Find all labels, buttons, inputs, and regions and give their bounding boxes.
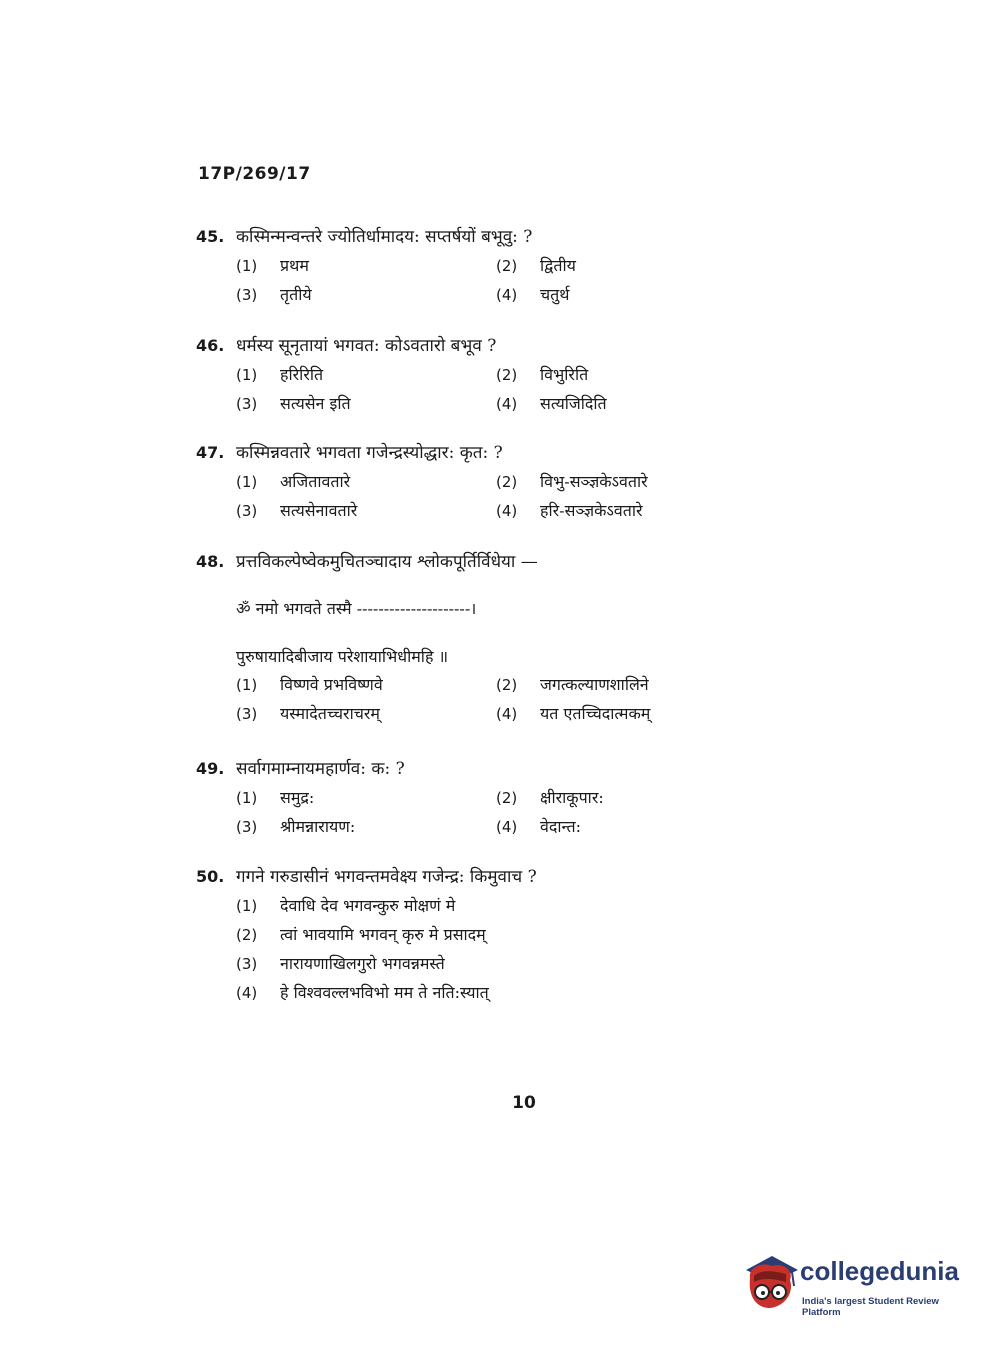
option-number: (1) xyxy=(236,789,258,807)
option-number: (1) xyxy=(236,897,258,915)
question-text: कस्मिन्मन्वन्तरे ज्योतिर्धामादय: सप्तर्षयों बभूवु: ? xyxy=(236,227,533,247)
option-3 xyxy=(236,283,496,305)
question-text: प्रत्तविकल्पेष्वेकमुचितञ्चादाय श्लोकपूर्तिर्विधेया — xyxy=(236,552,538,572)
option-4 xyxy=(496,815,756,837)
option-1 xyxy=(236,470,496,492)
question-number: 48. xyxy=(196,552,225,571)
question-46 xyxy=(196,333,756,421)
option-number: (4) xyxy=(496,286,518,304)
option-text: प्रथम xyxy=(280,256,309,275)
option-number: (3) xyxy=(236,286,258,304)
option-text: सत्यसेन इति xyxy=(280,394,351,413)
option-number: (2) xyxy=(236,926,258,944)
page-number: 10 xyxy=(512,1093,536,1113)
option-2 xyxy=(496,254,756,276)
option-text: सत्यजिदिति xyxy=(540,394,607,413)
option-text: हे विश्ववल्लभविभो मम ते नति:स्यात् xyxy=(280,983,489,1002)
question-text: गगने गरुडासीनं भगवन्तमवेक्ष्य गजेन्द्र: किमुवाच ? xyxy=(236,867,537,887)
option-text: जगत्कल्याणशालिने xyxy=(540,675,649,694)
option-2 xyxy=(496,470,756,492)
brand-tagline: India's largest Student Review Platform xyxy=(802,1296,939,1318)
option-4 xyxy=(496,702,756,724)
question-number: 49. xyxy=(196,759,225,778)
option-text: क्षीराकूपार: xyxy=(540,788,604,807)
option-text: समुद्र: xyxy=(280,788,315,807)
option-3 xyxy=(236,952,756,981)
option-number: (3) xyxy=(236,395,258,413)
option-number: (4) xyxy=(496,395,518,413)
option-2 xyxy=(496,363,756,385)
question-49 xyxy=(196,756,756,844)
option-text: त्वां भावयामि भगवन् कृरु मे प्रसादम् xyxy=(280,925,486,944)
option-2 xyxy=(496,786,756,808)
question-number: 46. xyxy=(196,336,225,355)
question-text: कस्मिन्नवतारे भगवता गजेन्द्रस्योद्धार: कृत: ? xyxy=(236,443,503,463)
option-number: (4) xyxy=(496,705,518,723)
option-3 xyxy=(236,702,496,724)
option-3 xyxy=(236,499,496,521)
option-text: यस्मादेतच्चराचरम् xyxy=(280,704,380,723)
option-number: (2) xyxy=(496,473,518,491)
option-text: द्वितीय xyxy=(540,256,576,275)
option-number: (2) xyxy=(496,257,518,275)
option-text: विष्णवे प्रभविष्णवे xyxy=(280,675,383,694)
option-3 xyxy=(236,392,496,414)
option-text: हरि-सञ्ज्ञकेऽवतारे xyxy=(540,501,643,520)
question-50 xyxy=(196,864,756,1010)
option-1 xyxy=(236,673,496,695)
question-number: 47. xyxy=(196,443,225,462)
option-text: अजितावतारे xyxy=(280,472,351,491)
option-number: (1) xyxy=(236,676,258,694)
option-1 xyxy=(236,363,496,385)
option-number: (1) xyxy=(236,257,258,275)
option-text: हरिरिति xyxy=(280,365,324,384)
option-1 xyxy=(236,894,756,923)
option-number: (3) xyxy=(236,502,258,520)
option-number: (4) xyxy=(496,818,518,836)
option-text: वेदान्त: xyxy=(540,817,581,836)
paper-code: 17P/269/17 xyxy=(198,164,311,184)
question-text: सर्वागमाम्नायमहार्णव: क: ? xyxy=(236,759,405,779)
option-text: सत्यसेनावतारे xyxy=(280,501,358,520)
option-1 xyxy=(236,254,496,276)
option-text: तृतीये xyxy=(280,285,312,304)
option-text: देवाधि देव भगवन्कुरु मोक्षणं मे xyxy=(280,896,456,915)
option-3 xyxy=(236,815,496,837)
option-number: (3) xyxy=(236,818,258,836)
option-number: (2) xyxy=(496,676,518,694)
collegedunia-watermark xyxy=(742,1252,972,1318)
option-4 xyxy=(496,283,756,305)
question-47 xyxy=(196,440,756,528)
option-2 xyxy=(496,673,756,695)
option-number: (2) xyxy=(496,366,518,384)
option-number: (1) xyxy=(236,366,258,384)
mascot-icon xyxy=(742,1252,798,1314)
question-number: 45. xyxy=(196,227,225,246)
question-45 xyxy=(196,224,756,312)
option-number: (4) xyxy=(496,502,518,520)
option-number: (2) xyxy=(496,789,518,807)
option-text: यत एतच्चिदात्मकम् xyxy=(540,704,651,723)
verse-line-2: पुरुषायादिबीजाय परेशायाभिधीमहि ॥ xyxy=(236,647,449,666)
option-2 xyxy=(236,923,756,952)
option-text: श्रीमन्नारायण: xyxy=(280,817,356,836)
option-number: (3) xyxy=(236,705,258,723)
option-4 xyxy=(496,392,756,414)
option-number: (3) xyxy=(236,955,258,973)
option-1 xyxy=(236,786,496,808)
option-number: (1) xyxy=(236,473,258,491)
option-4 xyxy=(236,981,756,1010)
option-text: चतुर्थ xyxy=(540,285,570,304)
option-text: नारायणाखिलगुरो भगवन्नमस्ते xyxy=(280,954,445,973)
question-text: धर्मस्य सूनृतायां भगवत: कोऽवतारो बभूव ? xyxy=(236,336,497,356)
option-number: (4) xyxy=(236,984,258,1002)
option-text: विभु-सञ्ज्ञकेऽवतारे xyxy=(540,472,648,491)
verse-line-1: ॐ नमो भगवते तस्मै ---------------------। xyxy=(236,599,477,618)
brand-name: collegedunia xyxy=(800,1256,959,1286)
question-48 xyxy=(196,549,756,731)
question-number: 50. xyxy=(196,867,225,886)
option-4 xyxy=(496,499,756,521)
option-text: विभुरिति xyxy=(540,365,589,384)
